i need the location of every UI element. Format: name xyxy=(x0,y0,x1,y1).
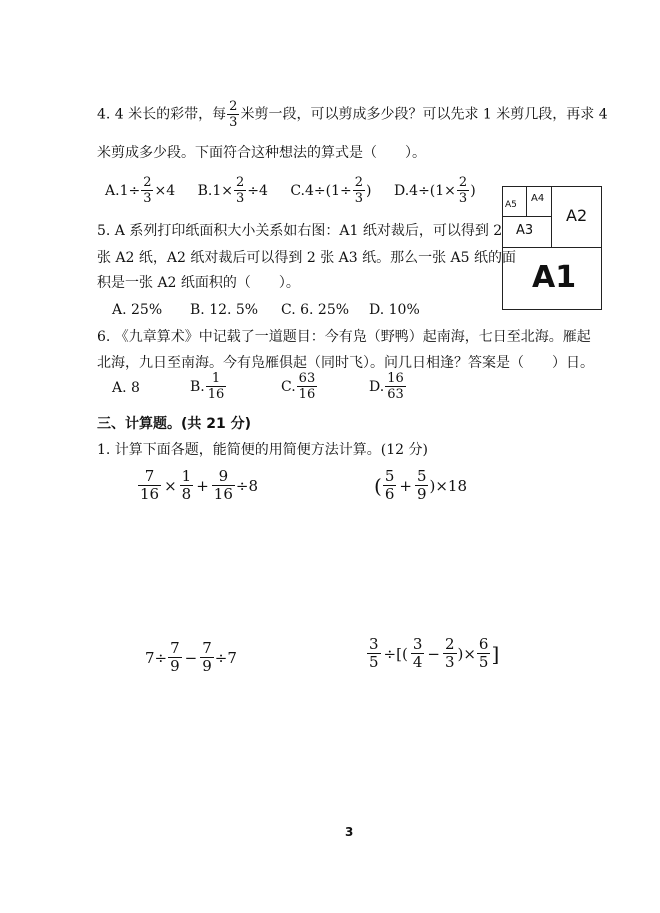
q4-option-b[interactable]: B. 1× $\frac{2}{3}$ ÷4 xyxy=(197,175,268,206)
q6-option-c[interactable]: C. $\frac{63}{16}$ xyxy=(281,371,316,402)
q4-option-c[interactable]: C. 4÷(1÷ $\frac{2}{3}$ ) xyxy=(290,175,372,206)
q5-line2: 张 A2 纸，A2 纸对裁后可以得到 2 张 A3 纸。那么一张 A5 纸的面 xyxy=(97,250,517,266)
a2-label: A2 xyxy=(566,206,588,225)
a5-label: A5 xyxy=(505,200,517,210)
q6-line1: 6. 《九章算术》中记载了一道题目：今有凫（野鸭）起南海，七日至北海。雁起 xyxy=(97,329,591,345)
q4-line2: 米剪成多少段。下面符合这种想法的算式是（ ）。 xyxy=(97,145,426,161)
q4-line1 xyxy=(97,100,608,129)
q5-option-a[interactable]: A. 25% xyxy=(112,302,163,318)
q4-options xyxy=(105,176,476,205)
q4-fraction: $\frac{2}{3}$ xyxy=(229,99,238,130)
q4-text-a: 4. 4 米长的彩带，每 xyxy=(97,106,227,123)
section3-q1: 1. 计算下面各题，能简便的用简便方法计算。(12 分) xyxy=(97,442,428,458)
calc-expression-3: 7÷ $\frac{7}{9}$ − $\frac{7}{9}$ ÷7 xyxy=(145,639,237,675)
q4-text-b: 米剪一段，可以剪成多少段？可以先求 1 米剪几段，再求 4 xyxy=(240,106,608,123)
q4-option-d[interactable]: D. 4÷(1× $\frac{2}{3}$ ) xyxy=(393,175,476,206)
page-number: 3 xyxy=(345,825,354,839)
q6-option-b[interactable]: B. $\frac{1}{16}$ xyxy=(190,371,225,402)
a1-label: A1 xyxy=(532,260,577,295)
section3-title: 三、计算题。(共 21 分) xyxy=(97,416,252,432)
q5-option-d[interactable]: D. 10% xyxy=(369,302,420,318)
calc-expression-4: $\frac{3}{5}$ ÷[( $\frac{3}{4}$ − $\frac{2}{3}$ )× $\frac{6}{5}$ ] xyxy=(369,635,500,671)
q6-line2: 北海，九日至南海。今有凫雁俱起（同时飞）。问几日相逢？答案是（ ）日。 xyxy=(97,355,594,371)
q5-option-b[interactable]: B. 12. 5% xyxy=(190,302,259,318)
q5-line1: 5. A 系列打印纸面积大小关系如右图：A1 纸对裁后，可以得到 2 xyxy=(97,223,503,239)
a4-label: A4 xyxy=(531,193,545,204)
q6-option-d[interactable]: D. $\frac{16}{63}$ xyxy=(369,371,404,402)
q6-option-a[interactable]: A. 8 xyxy=(112,380,140,396)
calc-expression-1: $\frac{7}{16}$ × $\frac{1}{8}$ + $\frac{9}{16}$ ÷8 xyxy=(140,467,259,503)
q5-option-c[interactable]: C. 6. 25% xyxy=(281,302,350,318)
a3-label: A3 xyxy=(516,223,534,238)
q4-option-a[interactable]: A. 1÷ $\frac{2}{3}$ ×4 xyxy=(105,175,176,206)
paper-size-figure xyxy=(502,186,602,310)
calc-expression-2: ( $\frac{5}{6}$ + $\frac{5}{9}$ )×18 xyxy=(374,467,467,503)
q5-line3: 积是一张 A2 纸面积的（ ）。 xyxy=(97,275,300,291)
